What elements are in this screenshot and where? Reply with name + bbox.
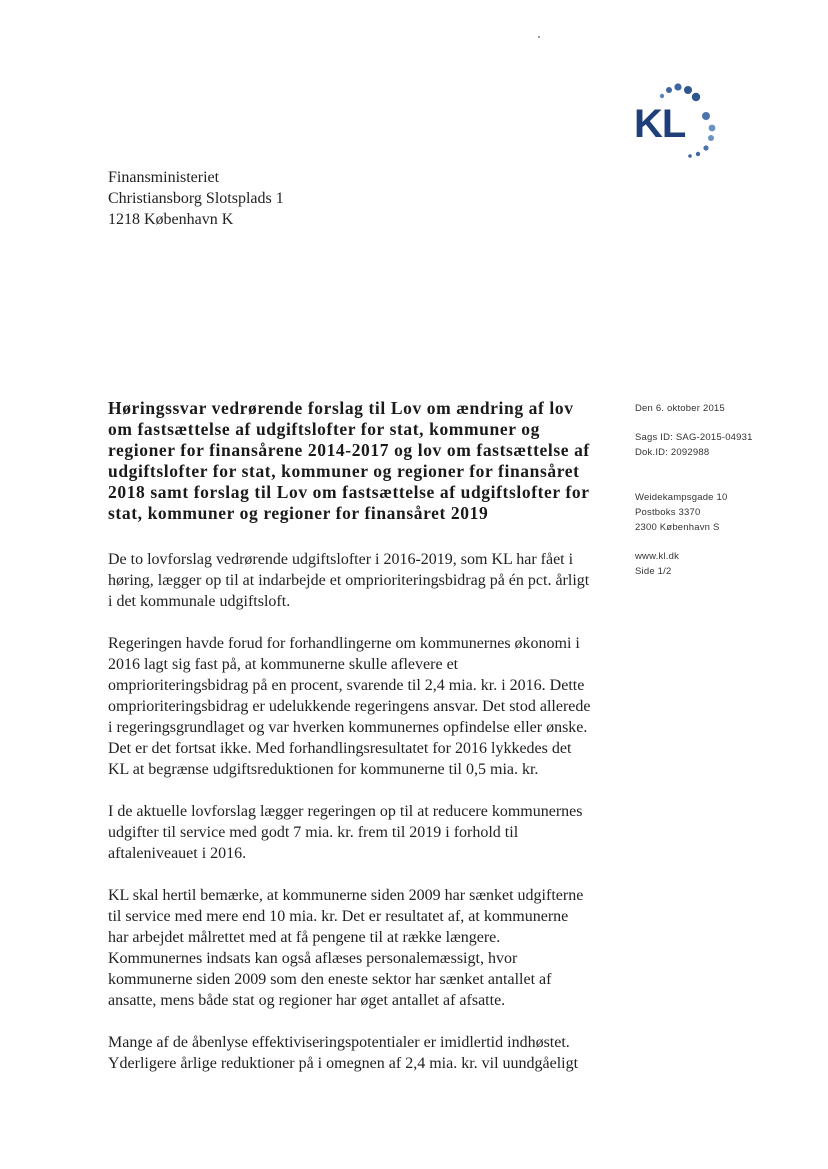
recipient-street: Christiansborg Slotsplads 1: [108, 190, 284, 207]
letter-body: [108, 549, 592, 1095]
kl-logo-text: KL: [634, 102, 686, 146]
sender-postbox: Postboks 3370: [635, 507, 701, 518]
body-paragraph: KL skal hertil bemærke, at kommunerne siden 2009 har sænket udgifterne til service med mere end 10 mia. kr. Det er resultatet af, at kommunerne har arbejdet målrettet med at få pengene til at række længere. Kommunernes indsats kan også aflæses personalemæssigt, hvor kommunerne siden 2009 som den eneste sektor har sænket antallet af ansatte, mens både stat og regioner har øget antallet af afsatte.: [108, 887, 584, 1009]
kl-logo: [628, 82, 728, 162]
page-number: Side 1/2: [635, 566, 672, 577]
recipient-name: Finansministeriet: [108, 169, 220, 186]
sender-website: www.kl.dk: [635, 551, 680, 562]
sags-id: Sags ID: SAG-2015-04931: [635, 432, 753, 443]
letter-title: Høringssvar vedrørende forslag til Lov om ændring af lov om fastsættelse af udgiftslofter for stat, kommuner og regioner for finansårene 2014-2017 og lov om fastsættelse af udgiftslofter for stat, kommuner og regioner for finansåret 2018 samt forslag til Lov om fastsættelse af udgiftslofter for stat, kommuner og regioner for finansåret 2019: [108, 398, 590, 523]
body-paragraph: I de aktuelle lovforslag lægger regeringen op til at reducere kommunernes udgifter til service med godt 7 mia. kr. frem til 2019 i forhold til aftaleniveauet i 2016.: [108, 803, 583, 862]
scan-speck: [538, 36, 540, 38]
sender-city: 2300 København S: [635, 522, 720, 533]
body-paragraph: Regeringen havde forud for forhandlingerne om kommunernes økonomi i 2016 lagt sig fast på, at kommunerne skulle aflevere et omprioriteringsbidrag på en procent, svarende til 2,4 mia. kr. i 2016. Dette omprioriteringsbidrag er udelukkende regeringens ansvar. Det stod allerede i regeringsgrundlaget og var hverken kommunernes opfindelse eller ønske. Det er det fortsat ikke. Med forhandlingsresultatet for 2016 lykkedes det KL at begrænse udgiftsreduktionen for kommunerne til 0,5 mia. kr.: [108, 635, 591, 778]
letter-date: Den 6. oktober 2015: [635, 403, 725, 414]
sender-street: Weidekampsgade 10: [635, 492, 728, 503]
body-paragraph: De to lovforslag vedrørende udgiftslofter i 2016-2019, som KL har fået i høring, lægger op til at indarbejde et omprioriteringsbidrag på én pct. årligt i det kommunale udgiftsloft.: [108, 551, 590, 610]
body-paragraph: Mange af de åbenlyse effektiviseringspotentialer er imidlertid indhøstet. Yderligere årlige reduktioner på i omegnen af 2,4 mia. kr. vil uundgåeligt: [108, 1034, 579, 1072]
recipient-address: [108, 167, 284, 230]
letter-metadata: [635, 401, 785, 579]
dok-id: Dok.ID: 2092988: [635, 447, 710, 458]
recipient-city: 1218 København K: [108, 211, 234, 228]
